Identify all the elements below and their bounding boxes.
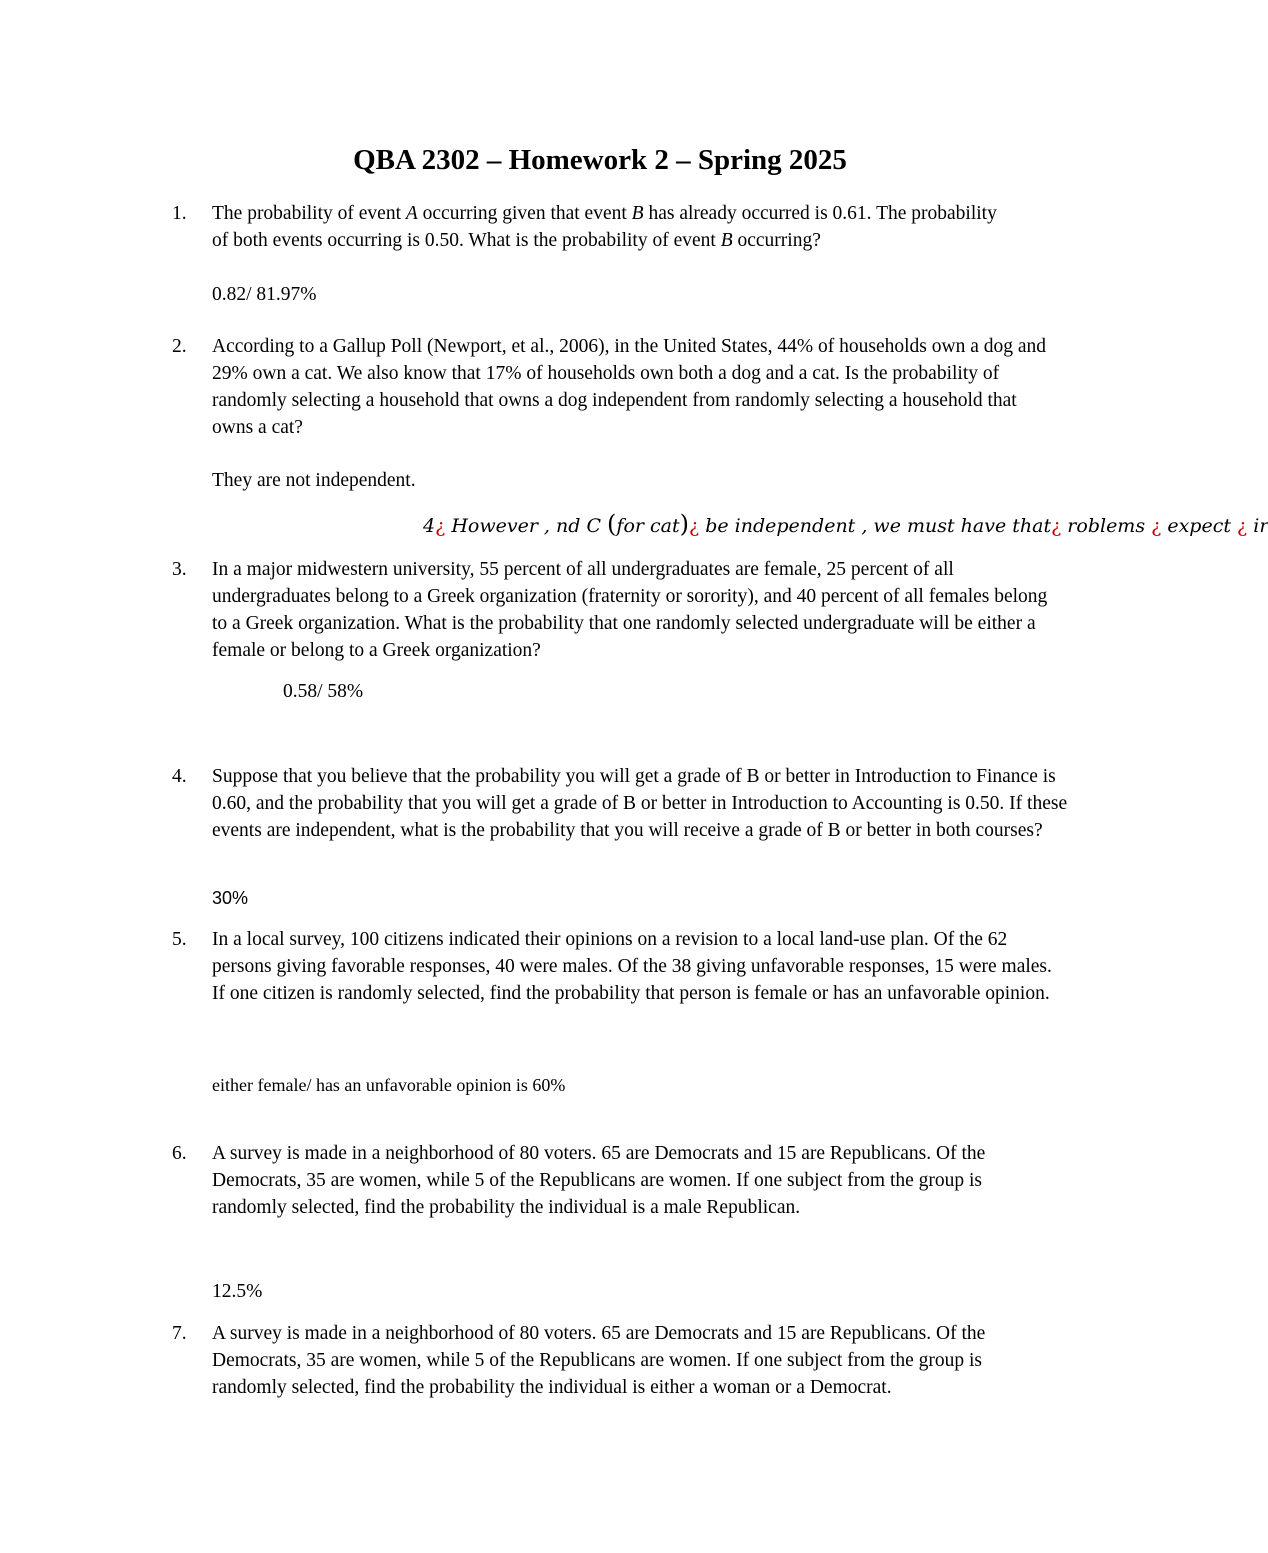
question-1-text-part: occurring given that event [417,203,632,224]
equation-part: be independent , we must have that [699,515,1052,537]
question-1-number: 1. [172,203,187,224]
question-5-number: 5. [172,929,187,950]
equation-part: However , nd C [445,515,608,537]
equation-part: roblems [1061,515,1152,537]
answer-2: They are not independent. [212,470,416,491]
page-title: QBA 2302 – Homework 2 – Spring 2025 [353,144,847,176]
question-1-text-part: The probability of event [212,203,406,224]
question-7-number: 7. [172,1323,187,1344]
event-b-variable: B [720,230,733,251]
equation-paren-close: ) [679,510,689,538]
question-1-text-part: has already occurred is 0.61. The probability of both events occurring is 0.50. What is the probability of event [212,203,997,251]
question-4-text: Suppose that you believe that the probability you will get a grade of B or better in Introduction to Finance is 0.60, and the probability that you will get a grade of B or better in Introduction to Accounting is 0.50. If these events are independent, what is the probability that you will receive a grade of B or better in both courses? [212,766,1068,841]
question-2-number: 2. [172,336,187,357]
question-7-text: A survey is made in a neighborhood of 80 voters. 65 are Democrats and 15 are Republicans. Of the Democrats, 35 are women, while 5 of the Republicans are women. If one subject from the group is randomly selected, find the probability the individual is either a woman or a Democrat. [212,1323,986,1398]
question-6-text: A survey is made in a neighborhood of 80 voters. 65 are Democrats and 15 are Republicans. Of the Democrats, 35 are women, while 5 of the Republicans are women. If one subject from the group is randomly selected, find the probability the individual is a male Republican. [212,1143,986,1218]
equation-paren-open: ( [607,510,617,538]
question-6-number: 6. [172,1143,187,1164]
equation-part: for cat [616,515,680,537]
question-1-text [212,200,1012,254]
question-3-number: 3. [172,559,187,580]
equation-marker: ¿ [1237,515,1248,537]
equation-marker: ¿ [435,515,446,537]
question-3-text: In a major midwestern university, 55 percent of all undergraduates are female, 25 percent of all undergraduates belong to a Greek organization (fraternity or sorority), and 40 percent of all females belong to a Greek organization. What is the probability that one randomly selected undergraduate will be either a female or belong to a Greek organization? [212,559,1048,661]
answer-3: 0.58/ 58% [283,681,364,702]
question-2-text: According to a Gallup Poll (Newport, et al., 2006), in the United States, 44% of households own a dog and 29% own a cat. We also know that 17% of households own both a dog and a cat. Is the probability of randomly selecting a household that owns a dog independent from randomly selecting a household that owns a cat? [212,336,1047,438]
equation-part: 4 [423,515,436,537]
equation-marker: ¿ [689,515,700,537]
answer-4: 30% [212,888,249,908]
event-b-variable: B [631,203,644,224]
answer-1: 0.82/ 81.97% [212,284,317,305]
equation-marker: ¿ [1051,515,1062,537]
equation-part: expect [1161,515,1238,537]
event-a-variable: A [405,203,418,224]
garbled-equation [423,509,1268,541]
answer-6: 12.5% [212,1281,263,1302]
question-5-text: In a local survey, 100 citizens indicated their opinions on a revision to a local land-use plan. Of the 62 persons giving favorable responses, 40 were males. Of the 38 giving unfavorable responses, 15 were males. If one citizen is randomly selected, find the probability that person is female or has an unfavorable opinion. [212,929,1052,1004]
equation-marker: ¿ [1151,515,1162,537]
question-4-number: 4. [172,766,187,787]
equation-part: ir [1247,515,1268,537]
answer-5: either female/ has an unfavorable opinion is 60% [212,1075,566,1095]
question-1-text-part: occurring? [732,230,821,251]
